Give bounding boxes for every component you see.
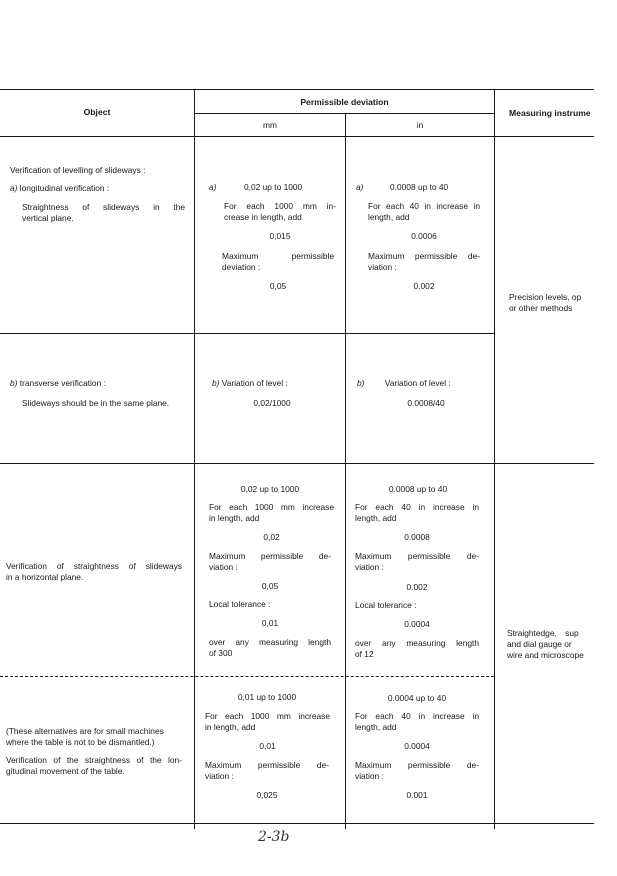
row1-a-desc-line1: Straightness of slideways in the (22, 202, 185, 212)
row4-mm-max-line2: viation : (205, 771, 234, 781)
row2-b-desc: Slideways should be in the same plane. (22, 398, 170, 408)
row3-in-range: 0.0008 up to 40 (388, 484, 448, 494)
row1-title: Verification of levelling of slideways : (10, 165, 146, 175)
row2-mm-marker: b) (212, 378, 220, 388)
row4-in-increase-line1: For each 40 in increase in (355, 711, 479, 721)
row2-b-label: transverse verification : (19, 378, 106, 388)
row1-bottom-rule (0, 333, 494, 334)
row3-in-max-line1: Maximum permissible de- (355, 551, 479, 561)
row4-mm-max-line1: Maximum permissible de- (205, 760, 329, 770)
row3-in-over-line2: of 12 (355, 649, 374, 659)
row2-b-marker: b) (10, 378, 18, 388)
row1-in-max-line1: Maximum permissible de- (368, 251, 480, 261)
row2-in-value: 0.0008/40 (407, 398, 445, 408)
header-bottom-rule (0, 136, 594, 137)
row3-mm-max-line2: viation : (209, 562, 238, 572)
row4-in-max-value: 0.001 (406, 790, 428, 800)
row1-in-increase-value: 0.0006 (411, 231, 437, 241)
row3-mm-increase-line2: in length, add (209, 513, 260, 523)
table-bottom-rule (0, 823, 594, 824)
row1-in-range: 0.0008 up to 40 (390, 182, 449, 192)
row3-mm-max-value: 0,05 (261, 581, 279, 591)
row3-instrument-line3: wire and microscope (507, 650, 584, 660)
row2-bottom-rule (0, 463, 594, 464)
row4-desc-line2: gitudinal movement of the table. (6, 766, 125, 776)
row1-mm-increase-line2: crease in length, add (224, 212, 302, 222)
row3-instrument-line2: and dial gauge or (507, 639, 572, 649)
row1-mm-max-line2: deviation : (222, 262, 261, 272)
row1-mm-marker: a) (209, 182, 217, 192)
row4-desc-line1: Verification of the straightness of the lon- (6, 755, 182, 765)
column-rule-mm (345, 113, 346, 829)
row2-mm-label: Variation of level : (221, 378, 288, 388)
row4-in-increase-value: 0.0004 (404, 741, 430, 751)
row3-desc-line1: Verification of straightness of slideways (6, 561, 182, 571)
header-in: in (416, 120, 424, 130)
row3-in-local-label: Local tolerance : (355, 600, 417, 610)
row3-mm-range: 0,02 up to 1000 (240, 484, 300, 494)
row3-in-increase-line1: For each 40 in increase in (355, 502, 479, 512)
row1-mm-max-line1: Maximum permissible (222, 251, 334, 261)
row2-in-variation (357, 378, 451, 389)
row4-note-line2: where the table is not to be dismantled.) (6, 737, 155, 747)
row1-mm-increase-value: 0,015 (269, 231, 291, 241)
row4-note-line1: (These alternatives are for small machines (6, 726, 164, 736)
row1-in-increase-line2: length, add (368, 212, 410, 222)
page-number: 2-3b (258, 829, 290, 845)
row2-in-marker: b) (357, 378, 365, 388)
header-mm: mm (263, 120, 277, 130)
row4-mm-increase-line1: For each 1000 mm increase (205, 711, 330, 721)
row4-in-increase-line2: length, add (355, 722, 397, 732)
row1-mm-increase-line1: For each 1000 mm in- (224, 201, 336, 211)
row3-mm-local-label: Local tolerance : (209, 599, 271, 609)
row4-in-max-line1: Maximum permissible de- (355, 760, 479, 770)
row3-mm-over-line1: over any measuring length (209, 637, 331, 647)
row1-a-label: longitudinal verification : (19, 183, 110, 193)
row3-in-increase-value: 0.0008 (404, 532, 430, 542)
row4-in-max-line2: viation : (355, 771, 384, 781)
row3-mm-increase-value: 0,02 (263, 532, 280, 542)
row3-mm-over-line2: of 300 (209, 648, 233, 658)
row3-in-local-value: 0.0004 (404, 619, 430, 629)
header-permissible-deviation: Permissible deviation (300, 97, 389, 107)
row4-mm-max-value: 0,025 (256, 790, 278, 800)
row1-a-desc-line2: vertical plane. (22, 213, 74, 223)
row2-in-label: Variation of level : (384, 378, 451, 388)
row4-mm-increase-value: 0,01 (259, 741, 276, 751)
row2-mm-value: 0,02/1000 (253, 398, 291, 408)
row3-in-over-line1: over any measuring length (355, 638, 479, 648)
row2-mm-variation (212, 378, 288, 389)
row3-mm-max-line1: Maximum permissible de- (209, 551, 331, 561)
row4-mm-increase-line2: in length, add (205, 722, 256, 732)
header-measuring-instruments: Measuring instrume (509, 108, 591, 118)
row1-in-max-line2: viation : (368, 262, 397, 272)
column-rule-in (494, 89, 495, 829)
row4-in-range: 0.0004 up to 40 (387, 693, 447, 703)
row1-mm-range: 0,02 up to 1000 (244, 182, 303, 192)
column-rule-object (194, 89, 195, 829)
header-object: Object (83, 107, 111, 117)
table-top-rule (0, 89, 594, 90)
row3-mm-increase-line1: For each 1000 mm increase (209, 502, 334, 512)
alternative-dashed-rule (0, 676, 494, 677)
row1-instrument-line1: Precision levels, op (509, 292, 582, 302)
row4-mm-range: 0,01 up to 1000 (237, 692, 297, 702)
row1-in-marker: a) (356, 182, 364, 192)
row3-instrument-line1: Straightedge, sup (507, 628, 579, 638)
row1-a-item (10, 183, 109, 194)
row1-a-marker: a) (10, 183, 18, 193)
row1-in-increase-line1: For each 40 in increase in (368, 201, 480, 211)
row1-instrument-line2: or other methods (509, 303, 573, 313)
row3-desc-line2: in a horizontal plane. (6, 572, 84, 582)
row3-mm-local-value: 0,01 (261, 618, 279, 628)
row3-in-increase-line2: length, add (355, 513, 397, 523)
row1-in-max-value: 0.002 (413, 281, 435, 291)
row3-in-max-line2: viation : (355, 562, 384, 572)
row2-b-item (10, 378, 106, 389)
row1-mm-max-value: 0,05 (269, 281, 287, 291)
row3-in-max-value: 0.002 (406, 582, 428, 592)
